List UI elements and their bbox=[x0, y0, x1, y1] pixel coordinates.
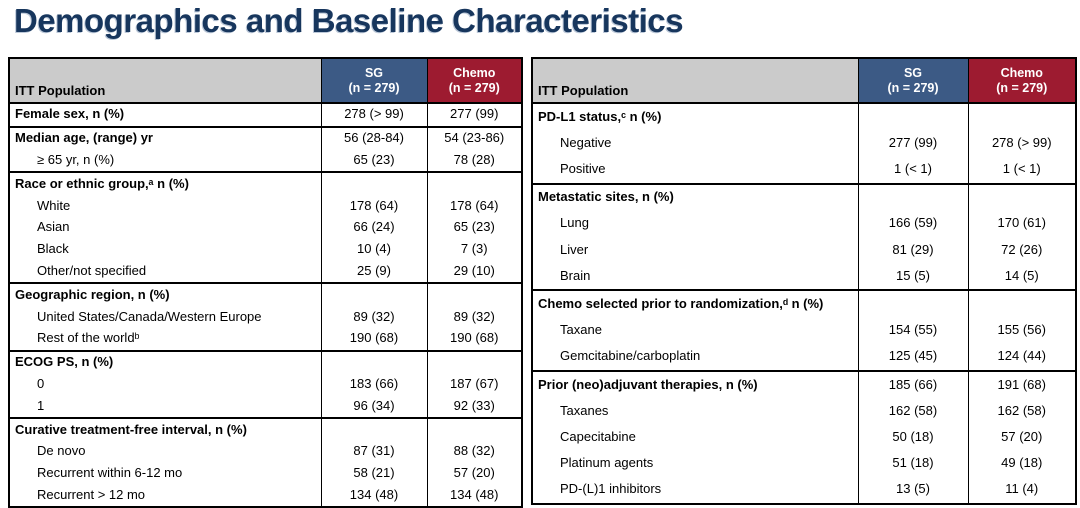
table-row bbox=[9, 283, 522, 306]
chemo-value bbox=[968, 103, 1076, 130]
sg-value: 87 (31) bbox=[321, 441, 427, 463]
sg-value: 51 (18) bbox=[858, 450, 968, 476]
sg-value: 15 (5) bbox=[858, 263, 968, 290]
row-label: Prior (neo)adjuvant therapies, n (%) bbox=[532, 371, 858, 398]
row-label: Chemo selected prior to randomization,ᵈ n (%) bbox=[532, 290, 858, 317]
row-label: ECOG PS, n (%) bbox=[9, 351, 321, 374]
sg-value: 183 (66) bbox=[321, 374, 427, 396]
table-row bbox=[532, 156, 1076, 183]
chemo-value: 178 (64) bbox=[427, 195, 522, 217]
chemo-value: 29 (10) bbox=[427, 261, 522, 284]
row-label: Platinum agents bbox=[560, 455, 654, 471]
sg-value: 65 (23) bbox=[321, 150, 427, 173]
row-label: Female sex, n (%) bbox=[9, 103, 321, 127]
table-row bbox=[9, 261, 522, 284]
row-label: Capecitabine bbox=[560, 428, 636, 444]
sg-column-title: SG bbox=[903, 66, 923, 81]
sg-value bbox=[321, 418, 427, 441]
sg-value: 66 (24) bbox=[321, 217, 427, 239]
table-row bbox=[532, 450, 1076, 476]
chemo-value: 89 (32) bbox=[427, 306, 522, 328]
row-label: Brain bbox=[560, 267, 591, 283]
chemo-value: 124 (44) bbox=[968, 344, 1076, 371]
row-label: Taxane bbox=[560, 322, 602, 338]
chemo-value: 49 (18) bbox=[968, 450, 1076, 476]
row-label: Black bbox=[37, 241, 69, 257]
chemo-value bbox=[427, 283, 522, 306]
sg-value: 178 (64) bbox=[321, 195, 427, 217]
sg-value: 278 (> 99) bbox=[321, 103, 427, 127]
sg-column-title: SG bbox=[364, 66, 384, 81]
table-row bbox=[9, 150, 522, 173]
demographics-table-right bbox=[531, 57, 1077, 505]
row-label: Recurrent > 12 mo bbox=[37, 486, 146, 502]
chemo-value: 57 (20) bbox=[968, 424, 1076, 450]
table-row bbox=[9, 195, 522, 217]
chemo-value: 187 (67) bbox=[427, 374, 522, 396]
sg-value: 166 (59) bbox=[858, 211, 968, 237]
table-row bbox=[532, 211, 1076, 237]
row-label: Curative treatment-free interval, n (%) bbox=[9, 418, 321, 441]
chemo-value: 278 (> 99) bbox=[968, 130, 1076, 156]
chemo-value: 134 (48) bbox=[427, 485, 522, 508]
row-label: De novo bbox=[37, 443, 86, 459]
chemo-value bbox=[427, 418, 522, 441]
chemo-column-n: (n = 279) bbox=[996, 80, 1048, 95]
row-label: PD-(L)1 inhibitors bbox=[560, 481, 662, 497]
row-label: Other/not specified bbox=[37, 263, 147, 278]
chemo-value: 78 (28) bbox=[427, 150, 522, 173]
table-row bbox=[532, 103, 1076, 130]
sg-value: 50 (18) bbox=[858, 424, 968, 450]
sg-value bbox=[321, 172, 427, 195]
table-row bbox=[532, 318, 1076, 344]
chemo-value: 92 (33) bbox=[427, 395, 522, 418]
chemo-value: 1 (< 1) bbox=[968, 156, 1076, 183]
sg-value: 134 (48) bbox=[321, 485, 427, 508]
table-row bbox=[9, 172, 522, 195]
sg-value: 96 (34) bbox=[321, 395, 427, 418]
row-label: Gemcitabine/carboplatin bbox=[560, 348, 701, 364]
row-label: Lung bbox=[560, 215, 589, 231]
table-row bbox=[9, 418, 522, 441]
sg-value bbox=[858, 184, 968, 211]
table-row bbox=[9, 485, 522, 508]
table-row bbox=[532, 263, 1076, 290]
chemo-value: 155 (56) bbox=[968, 318, 1076, 344]
sg-value bbox=[858, 290, 968, 317]
chemo-value: 170 (61) bbox=[968, 211, 1076, 237]
chemo-value: 190 (68) bbox=[427, 328, 522, 351]
chemo-value: 72 (26) bbox=[968, 237, 1076, 263]
row-label: Geographic region, n (%) bbox=[9, 283, 321, 306]
row-label: Taxanes bbox=[560, 402, 609, 418]
table-row bbox=[9, 351, 522, 374]
sg-value bbox=[321, 283, 427, 306]
table-row bbox=[532, 130, 1076, 156]
row-label: ≥ 65 yr, n (%) bbox=[37, 152, 115, 168]
table-row bbox=[9, 441, 522, 463]
row-label: Liver bbox=[560, 241, 589, 257]
sg-value: 25 (9) bbox=[321, 261, 427, 284]
chemo-column-header bbox=[968, 58, 1076, 103]
table-row bbox=[9, 374, 522, 396]
row-label: Metastatic sites, n (%) bbox=[532, 184, 858, 211]
table-row bbox=[532, 398, 1076, 424]
chemo-column-header bbox=[427, 58, 522, 103]
table-header-row bbox=[532, 58, 1076, 103]
row-label: Race or ethnic group,ᵃ n (%) bbox=[9, 172, 321, 195]
table-row bbox=[9, 395, 522, 418]
chemo-column-title: Chemo bbox=[453, 66, 496, 81]
chemo-value: 11 (4) bbox=[968, 477, 1076, 504]
sg-value bbox=[321, 351, 427, 374]
table-row bbox=[9, 127, 522, 150]
table-row bbox=[532, 371, 1076, 398]
chemo-value bbox=[427, 172, 522, 195]
table-row bbox=[532, 184, 1076, 211]
sg-value: 154 (55) bbox=[858, 318, 968, 344]
sg-value: 10 (4) bbox=[321, 239, 427, 261]
chemo-value: 191 (68) bbox=[968, 371, 1076, 398]
row-label: Median age, (range) yr bbox=[9, 127, 321, 150]
sg-column-header bbox=[858, 58, 968, 103]
chemo-value: 277 (99) bbox=[427, 103, 522, 127]
chemo-column-title: Chemo bbox=[1000, 66, 1043, 81]
sg-value: 58 (21) bbox=[321, 463, 427, 485]
row-label: Asian bbox=[37, 219, 70, 235]
demographics-table-left bbox=[8, 57, 523, 508]
row-label: Positive bbox=[560, 161, 606, 176]
sg-value: 125 (45) bbox=[858, 344, 968, 371]
row-label: PD-L1 status,ᶜ n (%) bbox=[532, 103, 858, 130]
row-label: United States/Canada/Western Europe bbox=[37, 308, 262, 324]
chemo-value: 7 (3) bbox=[427, 239, 522, 261]
table-row bbox=[532, 290, 1076, 317]
sg-value: 56 (28-84) bbox=[321, 127, 427, 150]
table-row bbox=[532, 344, 1076, 371]
sg-value: 89 (32) bbox=[321, 306, 427, 328]
table-row bbox=[9, 328, 522, 351]
table-row bbox=[532, 477, 1076, 504]
sg-column-n: (n = 279) bbox=[348, 80, 400, 95]
itt-population-header: ITT Population bbox=[9, 58, 321, 103]
row-label: 0 bbox=[37, 375, 45, 391]
sg-value: 81 (29) bbox=[858, 237, 968, 263]
sg-value bbox=[858, 103, 968, 130]
table-row bbox=[532, 237, 1076, 263]
chemo-value: 14 (5) bbox=[968, 263, 1076, 290]
table-row bbox=[9, 217, 522, 239]
chemo-column-n: (n = 279) bbox=[448, 80, 500, 95]
sg-value: 13 (5) bbox=[858, 477, 968, 504]
table-row bbox=[532, 424, 1076, 450]
row-label: White bbox=[37, 197, 71, 213]
table-row bbox=[9, 239, 522, 261]
chemo-value: 65 (23) bbox=[427, 217, 522, 239]
sg-value: 162 (58) bbox=[858, 398, 968, 424]
row-label: Rest of the worldᵇ bbox=[37, 330, 140, 346]
sg-column-header bbox=[321, 58, 427, 103]
row-label: Negative bbox=[560, 134, 612, 150]
sg-value: 190 (68) bbox=[321, 328, 427, 351]
chemo-value bbox=[968, 290, 1076, 317]
row-label: 1 bbox=[37, 397, 45, 413]
table-row bbox=[9, 306, 522, 328]
table-header-row bbox=[9, 58, 522, 103]
sg-column-n: (n = 279) bbox=[887, 80, 939, 95]
table-row bbox=[9, 103, 522, 127]
chemo-value: 57 (20) bbox=[427, 463, 522, 485]
sg-value: 277 (99) bbox=[858, 130, 968, 156]
sg-value: 185 (66) bbox=[858, 371, 968, 398]
row-label: Recurrent within 6-12 mo bbox=[37, 465, 183, 481]
sg-value: 1 (< 1) bbox=[858, 156, 968, 183]
table-row bbox=[9, 463, 522, 485]
chemo-value: 162 (58) bbox=[968, 398, 1076, 424]
page-title: Demographics and Baseline Characteristics bbox=[14, 2, 684, 39]
itt-population-header: ITT Population bbox=[532, 58, 858, 103]
chemo-value bbox=[968, 184, 1076, 211]
chemo-value: 88 (32) bbox=[427, 441, 522, 463]
chemo-value bbox=[427, 351, 522, 374]
chemo-value: 54 (23-86) bbox=[427, 127, 522, 150]
